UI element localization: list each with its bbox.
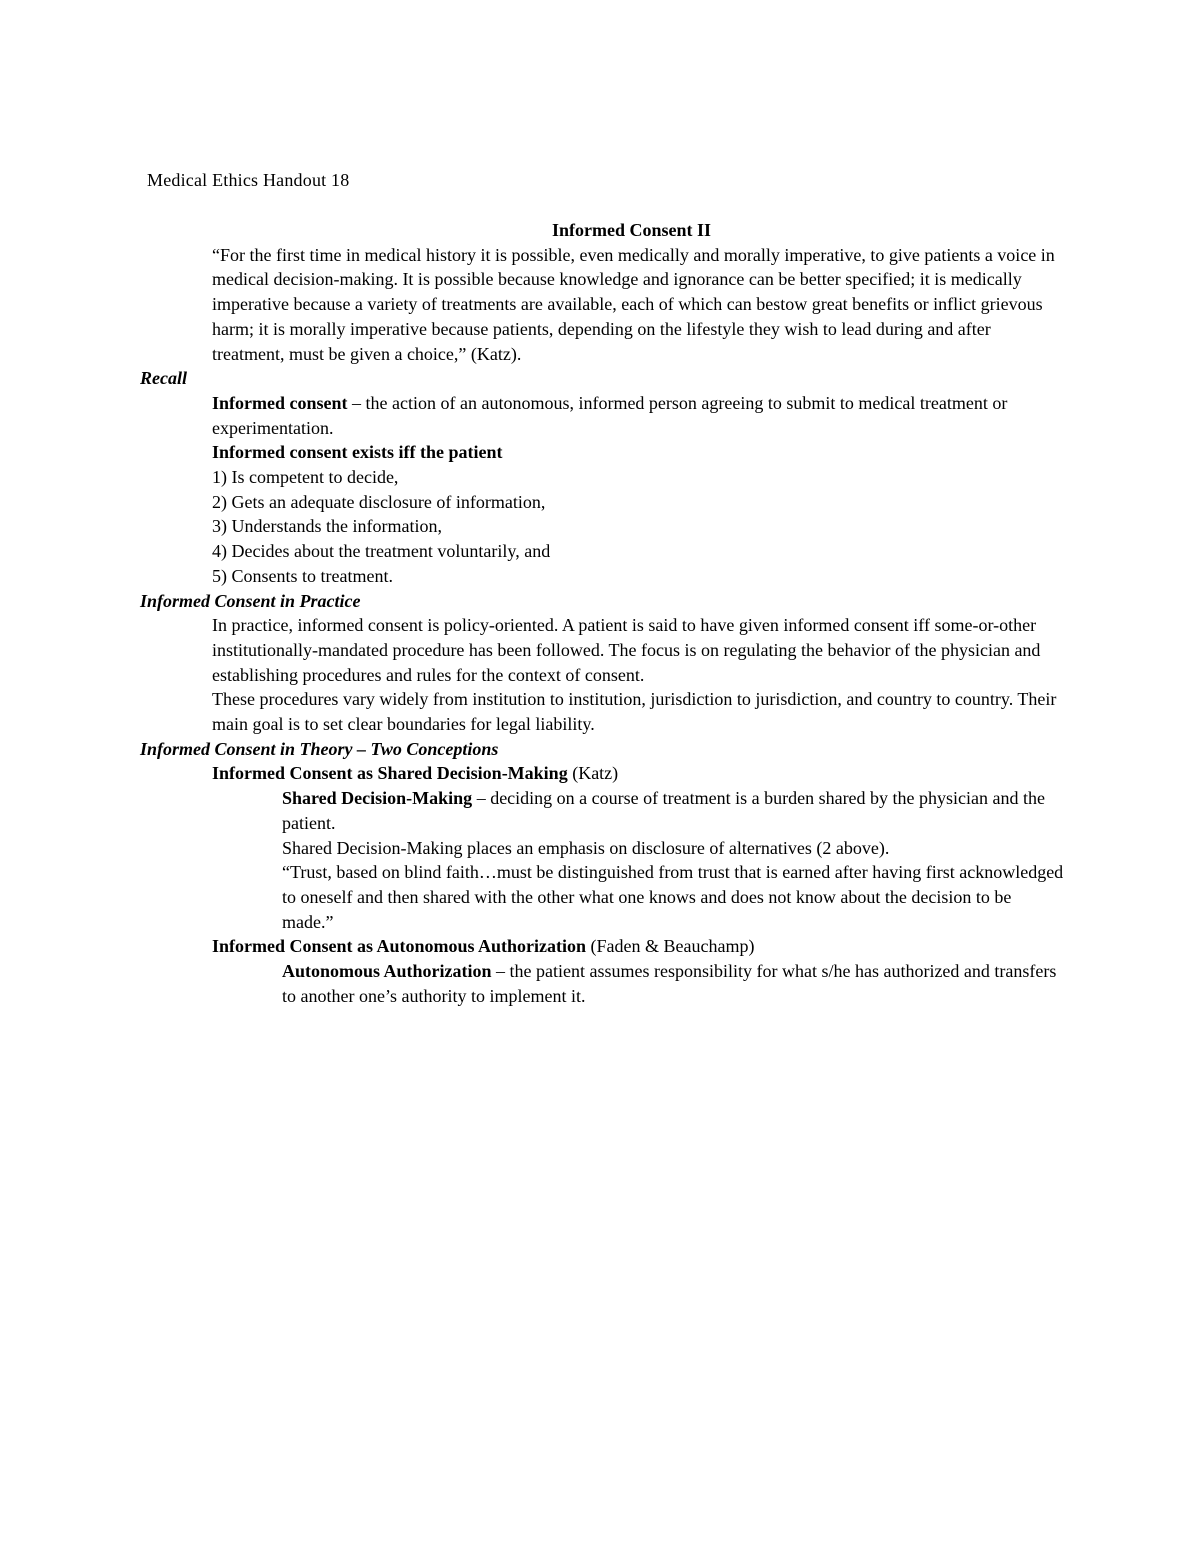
definition-shared-decision-making	[140, 786, 1065, 835]
page-header: Medical Ethics Handout 18	[147, 170, 350, 190]
subsection-attribution: (Katz)	[567, 763, 619, 784]
definition-autonomous-authorization	[140, 959, 1065, 1008]
section-heading-theory: Informed Consent in Theory – Two Conceptions	[140, 738, 499, 759]
definition-text: – deciding on a course of treatment is a burden shared by the physician and the patient.	[282, 788, 1046, 833]
subsection-title: Informed Consent as Shared Decision-Making	[212, 763, 568, 784]
definition-text: – the action of an autonomous, informed person agreeing to submit to medical treatment or experimentation.	[212, 392, 1008, 438]
document-title: Informed Consent II	[551, 220, 711, 240]
definition-informed-consent	[140, 391, 1065, 440]
section-heading-practice: Informed Consent in Practice	[140, 590, 361, 611]
section-heading-recall: Recall	[140, 368, 187, 389]
conditions-heading: Informed consent exists iff the patient	[212, 442, 503, 463]
condition-item: 5) Consents to treatment.	[212, 565, 393, 586]
definition-term: Shared Decision-Making	[282, 788, 473, 809]
condition-item: 2) Gets an adequate disclosure of information,	[212, 491, 546, 512]
shared-emphasis-text: Shared Decision-Making places an emphasis on disclosure of alternatives (2 above).	[282, 837, 890, 858]
subsection-heading-autonomous	[140, 934, 1065, 959]
condition-item: 4) Decides about the treatment voluntarily, and	[212, 541, 551, 562]
subsection-heading-shared	[140, 761, 1065, 786]
practice-paragraph: These procedures vary widely from institution to institution, jurisdiction to jurisdiction, and country to country. Their main goal is to set clear boundaries for legal liability.	[212, 689, 1057, 735]
subsection-title: Informed Consent as Autonomous Authorization	[212, 936, 587, 957]
definition-term: Informed consent	[212, 392, 348, 413]
practice-paragraph: In practice, informed consent is policy-oriented. A patient is said to have given informed consent iff some-or-other institutionally-mandated procedure has been followed. The focus is on regulating the behavior of the physician and establishing procedures and rules for the context of consent.	[212, 615, 1041, 685]
epigraph-quote: “For the first time in medical history it is possible, even medically and morally imperative, to give patients a voice in medical decision-making. It is possible because knowledge and ignorance can be better specified; it is medically imperative because a variety of treatments are available, each of which can bestow great benefits or inflict grievous harm; it is morally imperative because patients, depending on the lifestyle they wish to lead during and after treatment, must be given a choice,” (Katz).	[212, 244, 1055, 364]
condition-item: 1) Is competent to decide,	[212, 467, 399, 488]
definition-term: Autonomous Authorization	[282, 961, 492, 982]
document-body	[140, 218, 1065, 1009]
subsection-attribution: (Faden & Beauchamp)	[586, 936, 755, 957]
shared-quote: “Trust, based on blind faith…must be distinguished from trust that is earned after having first acknowledged to oneself and then shared with the other what one knows and does not know about the decision to be made.”	[282, 862, 1064, 932]
definition-text: – the patient assumes responsibility for what s/he has authorized and transfers to another one’s authority to implement it.	[282, 961, 1057, 1006]
condition-item: 3) Understands the information,	[212, 516, 442, 537]
